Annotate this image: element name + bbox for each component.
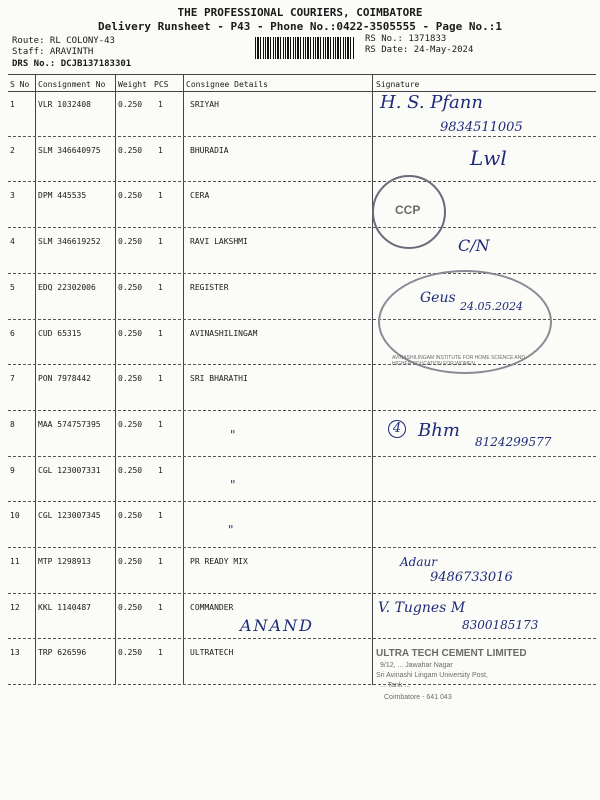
row-pcs: 1 xyxy=(158,648,163,658)
route-label: Route: RL COLONY-43 xyxy=(12,36,115,46)
row-pcs: 1 xyxy=(158,282,163,292)
row-sno: 5 xyxy=(10,282,15,292)
row-consignment-no: CUD 65315 xyxy=(38,328,82,338)
row-weight: 0.250 xyxy=(118,191,143,201)
staff-label: Staff: ARAVINTH xyxy=(12,47,94,57)
drs-number: DRS No.: DCJB137183301 xyxy=(12,59,132,69)
column-header-signature: Signature xyxy=(376,80,420,89)
rs-number: RS No.: 1371833 xyxy=(365,34,447,44)
row-consignment-no: MTP 1298913 xyxy=(38,557,91,566)
row-sno: 9 xyxy=(10,465,15,475)
row-divider xyxy=(8,181,596,182)
ultratech-stamp-line-4: ... Tank ... xyxy=(380,682,411,689)
ultratech-stamp-line-3: Sri Avinashi Lingam University Post, xyxy=(376,672,488,679)
row-consignee: SRI BHARATHI xyxy=(190,374,248,384)
row-weight: 0.250 xyxy=(118,602,143,612)
row-pcs: 1 xyxy=(158,191,163,201)
row-sno: 13 xyxy=(10,648,20,658)
row-divider xyxy=(8,136,596,137)
ultratech-stamp-line-2: 9/12, ... Jawahar Nagar xyxy=(380,662,453,669)
row-pcs: 1 xyxy=(158,602,163,612)
barcode-icon xyxy=(255,37,355,59)
row-divider xyxy=(8,456,596,457)
ditto-mark: " xyxy=(228,523,234,537)
signature-register: Geus xyxy=(420,290,456,306)
column-header-consignment: Consignment No xyxy=(38,80,106,89)
row-pcs: 1 xyxy=(158,511,163,521)
signature-pr-ready-mix: Adaur xyxy=(400,555,437,569)
row-sno: 4 xyxy=(10,237,15,247)
row-divider xyxy=(8,684,596,685)
row-weight: 0.250 xyxy=(118,145,143,155)
row-consignment-no: VLR 1032408 xyxy=(38,100,91,109)
column-header-pcs: PCS xyxy=(154,80,169,89)
row-sno: 3 xyxy=(10,191,15,201)
row-consignee: PR READY MIX xyxy=(190,557,248,566)
row-consignment-no: MAA 574757395 xyxy=(38,419,101,429)
row-sno: 1 xyxy=(10,100,15,109)
row-consignment-no: SLM 346619252 xyxy=(38,237,101,247)
row-divider xyxy=(8,547,596,548)
row-consignee: BHURADIA xyxy=(190,145,229,155)
row-divider xyxy=(8,501,596,502)
signature-commander: V. Tugnes M xyxy=(378,600,466,616)
row-weight: 0.250 xyxy=(118,282,143,292)
handwritten-phone-2: 8124299577 xyxy=(475,435,552,449)
row-weight: 0.250 xyxy=(118,557,143,566)
row-weight: 0.250 xyxy=(118,374,143,384)
row-weight: 0.250 xyxy=(118,511,143,521)
handwritten-phone-1: 9834511005 xyxy=(440,120,523,135)
handwritten-date: 24.05.2024 xyxy=(460,300,523,313)
row-consignment-no: DPM 445535 xyxy=(38,191,87,201)
row-consignment-no: PON 7978442 xyxy=(38,374,91,384)
row-sno: 2 xyxy=(10,145,15,155)
table-top-border xyxy=(8,74,596,75)
row-divider xyxy=(8,227,596,228)
row-consignee: AVINASHILINGAM xyxy=(190,328,258,338)
row-weight: 0.250 xyxy=(118,419,143,429)
row-pcs: 1 xyxy=(158,328,163,338)
row-pcs: 1 xyxy=(158,557,163,566)
row-pcs: 1 xyxy=(158,100,163,109)
row-divider xyxy=(8,638,596,639)
signature-bhuradia: Lwl xyxy=(470,146,507,170)
ditto-mark: " xyxy=(230,478,236,492)
row-sno: 12 xyxy=(10,602,20,612)
ccp-stamp-text: CCP xyxy=(395,203,421,217)
row-consignment-no: CGL 123007345 xyxy=(38,511,101,521)
row-consignment-no: EDQ 22302006 xyxy=(38,282,96,292)
document-subtitle: Delivery Runsheet - P43 - Phone No.:0422-3505555 - Page No.:1 xyxy=(98,20,502,33)
row-sno: 6 xyxy=(10,328,15,338)
column-header-consignee: Consignee Details xyxy=(186,80,268,89)
handwritten-note: C/N xyxy=(458,236,490,255)
row-weight: 0.250 xyxy=(118,237,143,247)
ultratech-stamp-line-1: ULTRA TECH CEMENT LIMITED xyxy=(376,648,527,659)
row-consignee: CERA xyxy=(190,191,210,201)
row-pcs: 1 xyxy=(158,374,163,384)
row-pcs: 1 xyxy=(158,145,163,155)
circled-4-mark: 4 xyxy=(388,420,406,438)
signature-maa: Bhm xyxy=(418,420,460,441)
row-consignee: ULTRATECH xyxy=(190,648,234,658)
header-divider xyxy=(8,91,596,92)
row-sno: 11 xyxy=(10,557,20,566)
row-divider xyxy=(8,410,596,411)
row-divider xyxy=(8,273,596,274)
row-pcs: 1 xyxy=(158,465,163,475)
handwritten-phone-3: 9486733016 xyxy=(430,570,513,585)
column-header-sno: S No xyxy=(10,80,30,89)
handwritten-phone-4: 8300185173 xyxy=(462,618,539,632)
ditto-mark: " xyxy=(230,428,236,442)
column-header-weight: Weight xyxy=(118,80,147,89)
ultratech-stamp-line-5: Coimbatore - 641 043 xyxy=(384,694,452,701)
row-pcs: 1 xyxy=(158,237,163,247)
row-weight: 0.250 xyxy=(118,100,143,109)
document-title: THE PROFESSIONAL COURIERS, COIMBATORE xyxy=(177,6,423,19)
row-sno: 7 xyxy=(10,374,15,384)
row-consignment-no: SLM 346640975 xyxy=(38,145,101,155)
row-weight: 0.250 xyxy=(118,465,143,475)
row-consignment-no: KKL 1140487 xyxy=(38,602,91,612)
row-consignment-no: TRP 626596 xyxy=(38,648,87,658)
avinashilingam-seal-text: AVINASHILINGAM INSTITUTE FOR HOME SCIENCE AND HIGHER EDUCATION FOR WOMEN xyxy=(392,355,525,367)
row-pcs: 1 xyxy=(158,419,163,429)
rs-date: RS Date: 24-May-2024 xyxy=(365,45,474,55)
row-weight: 0.250 xyxy=(118,648,143,658)
row-divider xyxy=(8,593,596,594)
row-consignee: COMMANDER xyxy=(190,602,234,612)
row-sno: 10 xyxy=(10,511,20,521)
signature-sriyah: H. S. Pfann xyxy=(380,92,483,113)
row-consignee: SRIYAH xyxy=(190,100,219,109)
row-consignment-no: CGL 123007331 xyxy=(38,465,101,475)
row-sno: 8 xyxy=(10,419,15,429)
row-weight: 0.250 xyxy=(118,328,143,338)
row-consignee: REGISTER xyxy=(190,282,229,292)
handwritten-name: ANAND xyxy=(240,616,314,635)
row-consignee: RAVI LAKSHMI xyxy=(190,237,248,247)
